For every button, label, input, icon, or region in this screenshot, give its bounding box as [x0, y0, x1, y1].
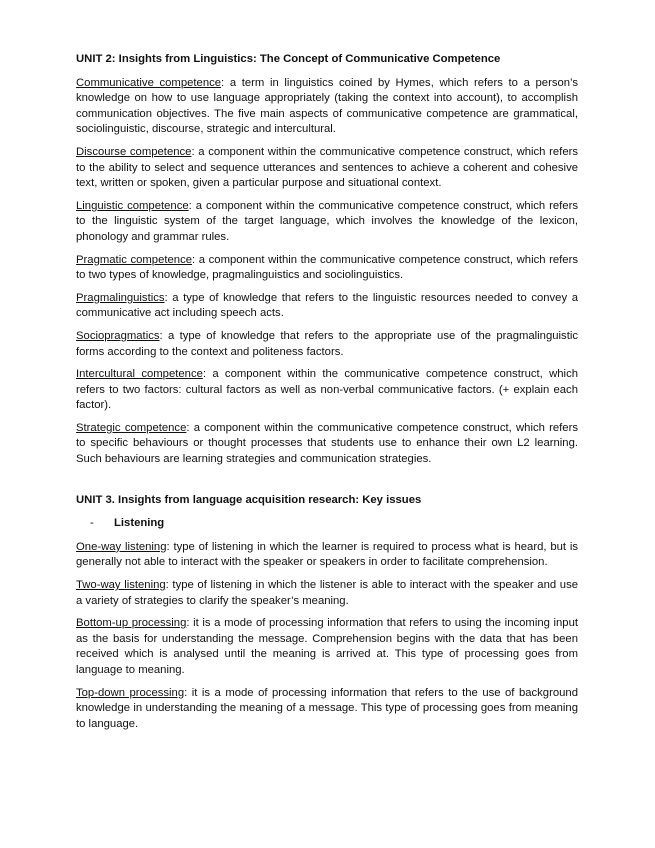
- term: Two-way listening: [76, 579, 166, 592]
- definition-text: : a component within the communicative competence construct, which refers to two types of knowledge, pragmalinguistics and sociolinguistics.: [76, 253, 578, 282]
- term: Pragmalinguistics: [76, 291, 165, 304]
- definition-pragmalinguistics: [76, 291, 578, 322]
- definition-bottom-up-processing: [76, 616, 578, 678]
- term: Linguistic competence: [76, 199, 189, 212]
- definition-top-down-processing: [76, 686, 578, 733]
- definition-text: : a term in linguistics coined by Hymes, which refers to a person’s knowledge on how to use language appropriately (taking the context into account), to accomplish communication objectives. The five main aspects of communicative competence are grammatical, sociolinguistic, discourse, strategic and intercultural.: [76, 76, 578, 136]
- definition-text: : a component within the communicative competence construct, which refers to the ability to select and sequence utterances and sentences to achieve a coherent and cohesive text, written or spoken, given a particular purpose and situational context.: [76, 145, 579, 190]
- term: Sociopragmatics: [76, 329, 160, 342]
- term: Pragmatic competence: [76, 253, 193, 266]
- term: Top-down processing: [76, 686, 185, 699]
- definition-text: : it is a mode of processing information that refers to using the incoming input as the basis for understanding the message. Comprehension begins with the data that has been received which is analysed until the meaning is arrived at. This type of processing goes from language to meaning.: [76, 617, 579, 676]
- definition-text: : type of listening in which the learner is required to process what is heard, but is generally not able to interact with the speaker or speakers in order to facilitate comprehension.: [76, 540, 579, 569]
- term: Intercultural competence: [76, 368, 203, 381]
- definition-one-way-listening: [76, 540, 578, 571]
- definition-text: : it is a mode of processing information that refers to the use of background knowledge in understanding the meaning of a message. This type of processing goes from meaning to language.: [76, 686, 578, 730]
- definition-two-way-listening: [76, 578, 578, 609]
- definition-text: : a component within the communicative competence construct, which refers to two factors: cultural factors as well as non-verbal communicative factors. (+ explain each factor).: [76, 368, 578, 412]
- definition-pragmatic-competence: [76, 253, 578, 284]
- definition-text: : type of listening in which the listener is able to interact with the speaker and use a variety of strategies to clarify the speaker’s meaning.: [76, 579, 579, 607]
- definition-strategic-competence: [76, 421, 578, 468]
- bullet-label: Listening: [114, 517, 165, 530]
- term: Communicative competence: [76, 76, 222, 89]
- term: Discourse competence: [76, 145, 192, 158]
- definition-text: : a component within the communicative competence construct, which refers to specific behaviours or thought processes that students use to enhance their own L2 learning. Such behaviours are learning strategies and communication strategies.: [76, 421, 578, 466]
- definition-text: : a type of knowledge that refers to the appropriate use of the pragmalinguistic forms according to the context and politeness factors.: [76, 329, 578, 358]
- definition-sociopragmatics: [76, 329, 578, 360]
- definition-text: : a type of knowledge that refers to the linguistic resources needed to convey a communicative act including speech acts.: [76, 291, 578, 320]
- definition-communicative-competence: [76, 76, 578, 138]
- definition-discourse-competence: [76, 145, 578, 192]
- definition-linguistic-competence: [76, 199, 578, 246]
- term: Bottom-up processing: [76, 617, 187, 630]
- term: Strategic competence: [76, 421, 187, 434]
- unit2-heading: UNIT 2: Insights from Linguistics: The Concept of Communicative Competence: [76, 53, 501, 65]
- document-page: [76, 52, 578, 739]
- bullet-listening: [76, 516, 578, 532]
- unit3-heading: UNIT 3. Insights from language acquisition research: Key issues: [76, 493, 422, 506]
- term: One-way listening: [76, 540, 167, 553]
- definition-intercultural-competence: [76, 367, 578, 414]
- bullet-dash: -: [90, 517, 94, 530]
- section-gap: [76, 475, 578, 493]
- definition-text: : a component within the communicative competence construct, which refers to the linguistic system of the target language, which involves the knowledge of the lexicon, phonology and grammar rules.: [76, 199, 578, 243]
